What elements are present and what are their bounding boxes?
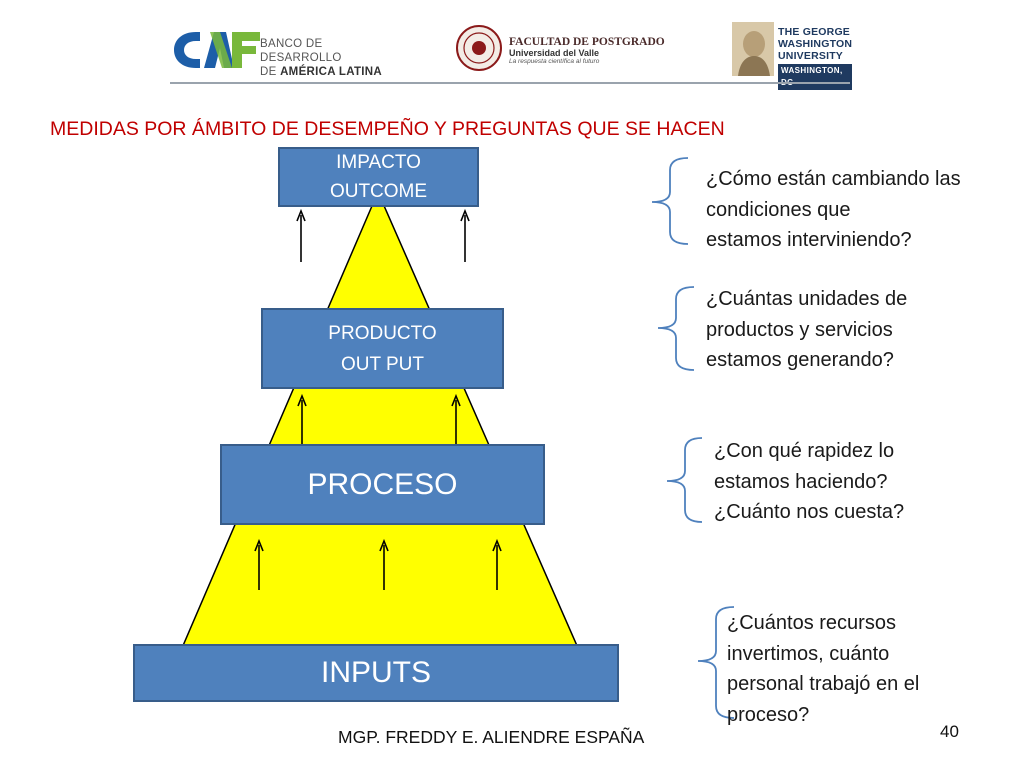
box-producto-line2: OUT PUT: [340, 353, 425, 375]
box-producto: [261, 308, 504, 389]
question-proceso-line: ¿Cuánto nos cuesta?: [714, 501, 905, 523]
univalle-faculty: FACULTAD DE POSTGRADO: [509, 36, 665, 48]
box-proceso-label: PROCESO: [307, 467, 458, 501]
univalle-tagline: La respuesta científica al futuro: [509, 58, 600, 65]
question-impacto-line: estamos interviniendo?: [706, 229, 912, 251]
question-inputs-line: personal trabajó en el: [727, 673, 920, 695]
box-inputs-label: INPUTS: [320, 656, 431, 689]
question-proceso-line: ¿Con qué rapidez lo: [714, 440, 895, 462]
question-proceso-line: estamos haciendo?: [714, 470, 888, 493]
arrow-up-icon: [297, 211, 305, 262]
question-producto: [706, 284, 907, 376]
question-inputs-line: invertimos, cuánto: [727, 642, 890, 665]
pyramid-shape: [182, 192, 578, 648]
box-producto-line1: PRODUCTO: [328, 322, 437, 344]
question-producto-line: ¿Cuántas unidades de: [706, 288, 908, 310]
caf-line1: BANCO DE DESARROLLO: [260, 38, 342, 64]
caf-line2-prefix: DE: [260, 66, 277, 78]
univalle-university: Universidad del Valle: [509, 48, 600, 58]
gwu-line4: WASHINGTON,: [778, 64, 852, 90]
box-inputs: [133, 644, 619, 702]
box-impacto-line2: OUTCOME: [329, 181, 428, 202]
box-impacto: [278, 147, 479, 207]
box-impacto-line1: IMPACTO: [336, 152, 421, 173]
brace-producto-icon: [658, 287, 694, 370]
page-number: 40: [940, 722, 959, 741]
question-proceso: [714, 436, 904, 528]
footer-author: MGP. FREDDY E. ALIENDRE ESPAÑA: [338, 727, 645, 747]
slide-title: MEDIDAS POR ÁMBITO DE DESEMPEÑO Y PREGUNTAS QUE SE HACEN: [50, 118, 725, 140]
question-inputs-line: ¿Cuántos recursos: [727, 612, 896, 634]
gwu-line3: UNIVERSITY: [778, 50, 844, 62]
question-producto-line: productos y servicios: [706, 318, 893, 341]
brace-proceso-icon: [667, 438, 702, 522]
gwu-line1: THE GEORGE: [778, 26, 851, 38]
question-impacto: [706, 164, 961, 256]
caf-line2-bold: AMÉRICA LATINA: [280, 66, 383, 78]
arrow-up-icon: [461, 211, 469, 262]
question-inputs: [727, 608, 919, 730]
question-impacto-line: ¿Cómo están cambiando las: [706, 168, 961, 190]
box-proceso: [220, 444, 545, 525]
question-producto-line: estamos generando?: [706, 349, 894, 371]
question-inputs-line: proceso?: [727, 703, 810, 726]
brace-impacto-icon: [652, 158, 688, 244]
question-impacto-line: condiciones que: [706, 198, 851, 221]
gwu-line2: WASHINGTON: [778, 38, 853, 50]
